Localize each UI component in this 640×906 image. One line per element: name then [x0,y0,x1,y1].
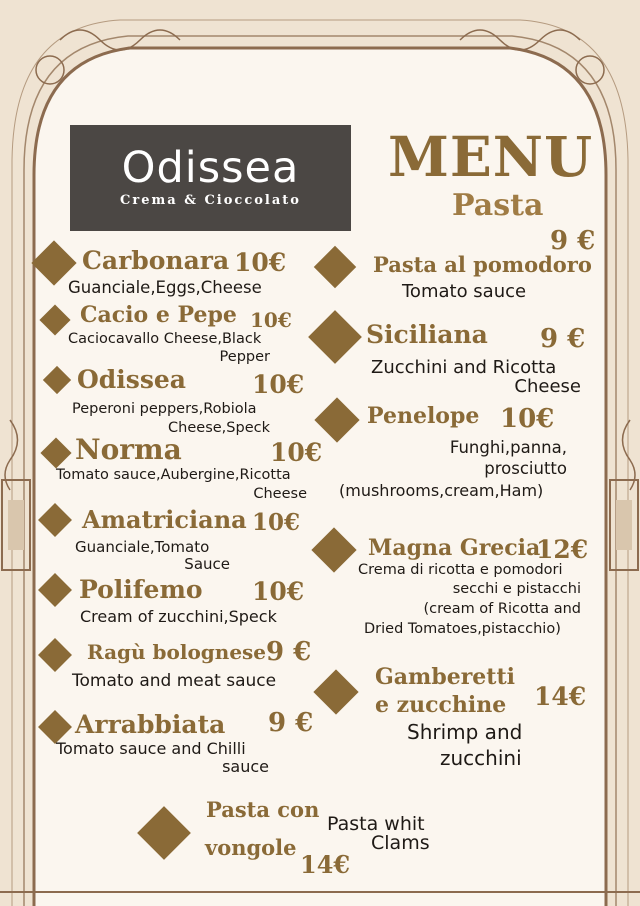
dish-price-siciliana: 9 € [540,324,586,354]
dish-name-cacio-e-pepe: Cacio e Pepe [80,302,237,328]
dish-desc-siciliana: Zucchini and Ricotta [371,357,557,378]
dish-desc-pasta-con-vongole: Pasta whit [327,813,425,835]
dish-name-siciliana: Siciliana [366,320,488,349]
dish-name-carbonara: Carbonara [82,246,230,275]
dish-name-amatriciana: Amatriciana [82,505,247,534]
dish-name-gamberetti-2: e zucchine [375,692,507,718]
dish-name-polifemo: Polifemo [79,575,203,604]
dish-desc-odissea: Peperoni peppers,Robiola [72,401,257,417]
brand-name: Odissea [121,143,300,193]
dish-desc-penelope-3: (mushrooms,cream,Ham) [339,481,544,500]
dish-desc-carbonara: Guanciale,Eggs,Cheese [68,278,262,297]
dish-desc-cacio-e-pepe: Caciocavallo Cheese,Black [68,331,262,347]
dish-price-carbonara: 10€ [234,248,287,277]
dish-desc-penelope: Funghi,panna, [449,438,567,457]
dish-name-gamberetti: Gamberetti [375,664,515,690]
dish-desc-ragu-bolognese: Tomato and meat sauce [72,671,277,691]
dish-desc-magna-grecia-2: secchi e pistacchi [452,581,581,597]
dish-price-penelope: 10€ [500,404,555,434]
dish-name-pasta-al-pomodoro: Pasta al pomodoro [373,252,592,277]
dish-desc-penelope-2: prosciutto [484,459,567,478]
menu-subtitle: Pasta [452,188,544,223]
dish-price-cacio-e-pepe: 10€ [250,308,292,332]
dish-price-arrabbiata: 9 € [268,708,314,738]
dish-name-pasta-con-vongole: Pasta con [206,797,320,822]
dish-name-magna-grecia: Magna Grecia [368,535,541,561]
dish-name-penelope: Penelope [367,403,480,429]
dish-name-pasta-con-vongole-2: vongole [205,835,297,860]
dish-price-gamberetti: 14€ [534,682,587,711]
dish-desc-arrabbiata-2: sauce [222,757,269,776]
dish-price-odissea: 10€ [252,370,305,399]
dish-desc-gamberetti: Shrimp and [407,720,523,744]
dish-desc-cacio-e-pepe-2: Pepper [219,349,270,365]
dish-desc-pasta-al-pomodoro: Tomato sauce [402,281,527,302]
dish-price-amatriciana: 10€ [252,509,301,536]
dish-desc-arrabbiata: Tomato sauce and Chilli [56,739,246,758]
dish-desc-polifemo: Cream of zucchini,Speck [80,607,277,626]
dish-desc-amatriciana-2: Sauce [184,555,230,573]
dish-price-magna-grecia: 12€ [536,535,589,564]
dish-desc-pasta-con-vongole-2: Clams [371,832,430,854]
dish-price-ragu-bolognese: 9 € [266,637,312,667]
menu-title: MENU [388,124,594,189]
dish-desc-odissea-2: Cheese,Speck [168,420,270,436]
dish-desc-magna-grecia-3: (cream of Ricotta and [423,601,581,617]
dish-desc-norma: Tomato sauce,Aubergine,Ricotta [56,467,291,483]
dish-price-pasta-al-pomodoro: 9 € [550,226,596,256]
dish-desc-magna-grecia: Crema di ricotta e pomodori [358,562,563,578]
dish-name-odissea: Odissea [77,365,187,394]
dish-desc-siciliana-2: Cheese [514,376,581,397]
brand-tagline: Crema & Cioccolato [120,193,301,208]
dish-name-ragu-bolognese: Ragù bolognese [87,640,267,664]
dish-desc-norma-2: Cheese [253,486,307,502]
dish-desc-amatriciana: Guanciale,Tomato [75,538,210,556]
dish-desc-gamberetti-2: zucchini [440,746,522,770]
dish-name-arrabbiata: Arrabbiata [75,710,226,739]
dish-name-norma: Norma [75,433,182,466]
dish-price-polifemo: 10€ [252,577,305,606]
dish-price-norma: 10€ [270,438,323,467]
dish-price-pasta-con-vongole: 14€ [300,850,351,879]
dish-desc-magna-grecia-4: Dried Tomatoes,pistacchio) [364,621,561,637]
brand-logo [70,125,351,231]
